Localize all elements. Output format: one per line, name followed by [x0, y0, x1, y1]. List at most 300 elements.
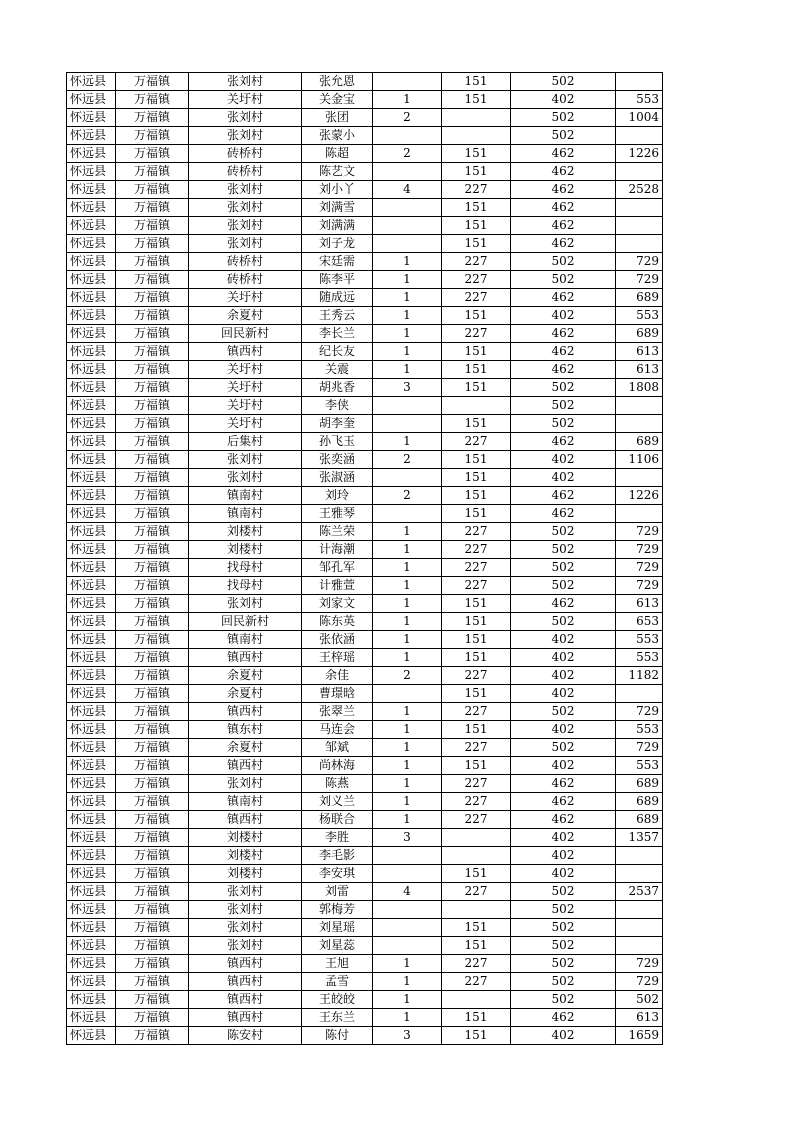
- name-cell: 关金宝: [302, 91, 373, 109]
- amount-b-cell: 502: [511, 559, 616, 577]
- name-cell: 李长兰: [302, 325, 373, 343]
- amount-b-cell: 402: [511, 307, 616, 325]
- amount-b-cell: 502: [511, 253, 616, 271]
- village-cell: 张刘村: [189, 469, 302, 487]
- village-cell: 回民新村: [189, 325, 302, 343]
- table-row: [67, 343, 663, 361]
- count-cell: [373, 505, 442, 523]
- table-row: [67, 559, 663, 577]
- name-cell: 王秀云: [302, 307, 373, 325]
- county-cell: 怀远县: [67, 721, 116, 739]
- amount-a-cell: 151: [442, 361, 511, 379]
- county-cell: 怀远县: [67, 757, 116, 775]
- count-cell: 1: [373, 703, 442, 721]
- count-cell: 1: [373, 343, 442, 361]
- name-cell: 王皎皎: [302, 991, 373, 1009]
- amount-b-cell: 462: [511, 217, 616, 235]
- count-cell: 1: [373, 793, 442, 811]
- table-row: [67, 757, 663, 775]
- amount-b-cell: 502: [511, 379, 616, 397]
- name-cell: 王东兰: [302, 1009, 373, 1027]
- name-cell: 张团: [302, 109, 373, 127]
- amount-a-cell: 151: [442, 505, 511, 523]
- village-cell: 关圩村: [189, 415, 302, 433]
- table-row: [67, 541, 663, 559]
- total-cell: 1659: [616, 1027, 663, 1045]
- county-cell: 怀远县: [67, 361, 116, 379]
- village-cell: 砖桥村: [189, 145, 302, 163]
- village-cell: 镇西村: [189, 649, 302, 667]
- amount-a-cell: 151: [442, 613, 511, 631]
- name-cell: 张奕涵: [302, 451, 373, 469]
- village-cell: 余夏村: [189, 685, 302, 703]
- amount-a-cell: 151: [442, 379, 511, 397]
- town-cell: 万福镇: [116, 901, 189, 919]
- village-cell: 刘楼村: [189, 523, 302, 541]
- table-row: [67, 397, 663, 415]
- name-cell: 纪长友: [302, 343, 373, 361]
- count-cell: [373, 163, 442, 181]
- amount-b-cell: 402: [511, 469, 616, 487]
- table-row: [67, 703, 663, 721]
- amount-b-cell: 402: [511, 451, 616, 469]
- table-row: [67, 415, 663, 433]
- count-cell: 1: [373, 577, 442, 595]
- name-cell: 张允恩: [302, 73, 373, 91]
- count-cell: [373, 235, 442, 253]
- total-cell: [616, 397, 663, 415]
- county-cell: 怀远县: [67, 181, 116, 199]
- table-row: [67, 865, 663, 883]
- amount-a-cell: 227: [442, 811, 511, 829]
- total-cell: [616, 163, 663, 181]
- amount-b-cell: 502: [511, 901, 616, 919]
- name-cell: 随成远: [302, 289, 373, 307]
- amount-b-cell: 462: [511, 163, 616, 181]
- table-row: [67, 1009, 663, 1027]
- amount-b-cell: 502: [511, 523, 616, 541]
- town-cell: 万福镇: [116, 145, 189, 163]
- amount-a-cell: 227: [442, 973, 511, 991]
- name-cell: 刘满雪: [302, 199, 373, 217]
- name-cell: 李侠: [302, 397, 373, 415]
- village-cell: 找母村: [189, 559, 302, 577]
- total-cell: [616, 919, 663, 937]
- total-cell: 689: [616, 793, 663, 811]
- county-cell: 怀远县: [67, 577, 116, 595]
- town-cell: 万福镇: [116, 577, 189, 595]
- total-cell: 729: [616, 739, 663, 757]
- count-cell: 1: [373, 595, 442, 613]
- amount-b-cell: 462: [511, 505, 616, 523]
- table-row: [67, 505, 663, 523]
- amount-b-cell: 502: [511, 883, 616, 901]
- table-row: [67, 739, 663, 757]
- total-cell: 689: [616, 289, 663, 307]
- town-cell: 万福镇: [116, 811, 189, 829]
- amount-b-cell: 462: [511, 595, 616, 613]
- amount-b-cell: 402: [511, 667, 616, 685]
- table-row: [67, 433, 663, 451]
- town-cell: 万福镇: [116, 919, 189, 937]
- village-cell: 关圩村: [189, 379, 302, 397]
- count-cell: [373, 847, 442, 865]
- town-cell: 万福镇: [116, 505, 189, 523]
- count-cell: [373, 865, 442, 883]
- total-cell: 613: [616, 1009, 663, 1027]
- table-row: [67, 649, 663, 667]
- name-cell: 张蒙小: [302, 127, 373, 145]
- count-cell: 1: [373, 757, 442, 775]
- amount-b-cell: 462: [511, 235, 616, 253]
- town-cell: 万福镇: [116, 217, 189, 235]
- county-cell: 怀远县: [67, 541, 116, 559]
- county-cell: 怀远县: [67, 289, 116, 307]
- village-cell: 刘楼村: [189, 541, 302, 559]
- town-cell: 万福镇: [116, 757, 189, 775]
- count-cell: [373, 73, 442, 91]
- table-row: [67, 811, 663, 829]
- amount-a-cell: 227: [442, 271, 511, 289]
- town-cell: 万福镇: [116, 541, 189, 559]
- name-cell: 王雅琴: [302, 505, 373, 523]
- total-cell: 1357: [616, 829, 663, 847]
- village-cell: 张刘村: [189, 937, 302, 955]
- amount-b-cell: 502: [511, 271, 616, 289]
- town-cell: 万福镇: [116, 973, 189, 991]
- total-cell: [616, 199, 663, 217]
- town-cell: 万福镇: [116, 307, 189, 325]
- total-cell: 613: [616, 343, 663, 361]
- village-cell: 镇西村: [189, 955, 302, 973]
- name-cell: 陈超: [302, 145, 373, 163]
- count-cell: 2: [373, 487, 442, 505]
- village-cell: 张刘村: [189, 73, 302, 91]
- table-row: [67, 127, 663, 145]
- town-cell: 万福镇: [116, 847, 189, 865]
- table-row: [67, 253, 663, 271]
- amount-b-cell: 402: [511, 757, 616, 775]
- name-cell: 郭梅芳: [302, 901, 373, 919]
- village-cell: 镇东村: [189, 721, 302, 739]
- amount-b-cell: 402: [511, 829, 616, 847]
- count-cell: 2: [373, 145, 442, 163]
- table-row: [67, 613, 663, 631]
- amount-a-cell: 151: [442, 91, 511, 109]
- town-cell: 万福镇: [116, 613, 189, 631]
- town-cell: 万福镇: [116, 199, 189, 217]
- table-row: [67, 937, 663, 955]
- county-cell: 怀远县: [67, 991, 116, 1009]
- village-cell: 关圩村: [189, 361, 302, 379]
- village-cell: 张刘村: [189, 217, 302, 235]
- town-cell: 万福镇: [116, 73, 189, 91]
- total-cell: 729: [616, 253, 663, 271]
- table-row: [67, 721, 663, 739]
- amount-b-cell: 502: [511, 577, 616, 595]
- county-cell: 怀远县: [67, 505, 116, 523]
- table-row: [67, 325, 663, 343]
- name-cell: 计雅萱: [302, 577, 373, 595]
- total-cell: 1182: [616, 667, 663, 685]
- count-cell: 1: [373, 541, 442, 559]
- amount-b-cell: 502: [511, 919, 616, 937]
- amount-b-cell: 462: [511, 199, 616, 217]
- name-cell: 陈付: [302, 1027, 373, 1045]
- count-cell: 1: [373, 271, 442, 289]
- village-cell: 镇南村: [189, 631, 302, 649]
- town-cell: 万福镇: [116, 379, 189, 397]
- town-cell: 万福镇: [116, 325, 189, 343]
- count-cell: [373, 127, 442, 145]
- amount-a-cell: 227: [442, 667, 511, 685]
- total-cell: 729: [616, 973, 663, 991]
- total-cell: 553: [616, 649, 663, 667]
- amount-b-cell: 402: [511, 91, 616, 109]
- county-cell: 怀远县: [67, 613, 116, 631]
- amount-b-cell: 502: [511, 703, 616, 721]
- table-row: [67, 667, 663, 685]
- total-cell: 502: [616, 991, 663, 1009]
- name-cell: 关震: [302, 361, 373, 379]
- table-row: [67, 469, 663, 487]
- town-cell: 万福镇: [116, 289, 189, 307]
- amount-b-cell: 502: [511, 937, 616, 955]
- amount-a-cell: 151: [442, 865, 511, 883]
- village-cell: 镇西村: [189, 811, 302, 829]
- name-cell: 张翠兰: [302, 703, 373, 721]
- count-cell: [373, 397, 442, 415]
- amount-b-cell: 462: [511, 487, 616, 505]
- town-cell: 万福镇: [116, 721, 189, 739]
- amount-b-cell: 502: [511, 415, 616, 433]
- amount-a-cell: 227: [442, 523, 511, 541]
- count-cell: 1: [373, 991, 442, 1009]
- county-cell: 怀远县: [67, 775, 116, 793]
- county-cell: 怀远县: [67, 739, 116, 757]
- total-cell: 689: [616, 811, 663, 829]
- county-cell: 怀远县: [67, 415, 116, 433]
- total-cell: 1226: [616, 145, 663, 163]
- name-cell: 杨联合: [302, 811, 373, 829]
- table-row: [67, 1027, 663, 1045]
- county-cell: 怀远县: [67, 811, 116, 829]
- town-cell: 万福镇: [116, 865, 189, 883]
- amount-a-cell: 151: [442, 631, 511, 649]
- county-cell: 怀远县: [67, 937, 116, 955]
- village-cell: 张刘村: [189, 199, 302, 217]
- county-cell: 怀远县: [67, 847, 116, 865]
- county-cell: 怀远县: [67, 667, 116, 685]
- county-cell: 怀远县: [67, 433, 116, 451]
- town-cell: 万福镇: [116, 595, 189, 613]
- total-cell: [616, 127, 663, 145]
- amount-a-cell: 151: [442, 199, 511, 217]
- amount-a-cell: 151: [442, 1027, 511, 1045]
- total-cell: 653: [616, 613, 663, 631]
- total-cell: 729: [616, 271, 663, 289]
- count-cell: 2: [373, 109, 442, 127]
- total-cell: 729: [616, 577, 663, 595]
- table-row: [67, 73, 663, 91]
- name-cell: 孙飞玉: [302, 433, 373, 451]
- county-cell: 怀远县: [67, 343, 116, 361]
- name-cell: 尚林海: [302, 757, 373, 775]
- table-row: [67, 631, 663, 649]
- count-cell: 2: [373, 667, 442, 685]
- total-cell: 553: [616, 721, 663, 739]
- amount-b-cell: 462: [511, 811, 616, 829]
- amount-a-cell: 151: [442, 937, 511, 955]
- village-cell: 张刘村: [189, 109, 302, 127]
- amount-a-cell: 227: [442, 325, 511, 343]
- county-cell: 怀远县: [67, 469, 116, 487]
- town-cell: 万福镇: [116, 649, 189, 667]
- amount-a-cell: 151: [442, 235, 511, 253]
- village-cell: 镇南村: [189, 505, 302, 523]
- total-cell: [616, 73, 663, 91]
- village-cell: 张刘村: [189, 451, 302, 469]
- name-cell: 刘小丫: [302, 181, 373, 199]
- town-cell: 万福镇: [116, 739, 189, 757]
- town-cell: 万福镇: [116, 631, 189, 649]
- county-cell: 怀远县: [67, 1009, 116, 1027]
- name-cell: 陈兰荣: [302, 523, 373, 541]
- amount-a-cell: 227: [442, 703, 511, 721]
- table-row: [67, 775, 663, 793]
- name-cell: 邹斌: [302, 739, 373, 757]
- total-cell: [616, 901, 663, 919]
- count-cell: 2: [373, 451, 442, 469]
- county-cell: 怀远县: [67, 559, 116, 577]
- town-cell: 万福镇: [116, 235, 189, 253]
- name-cell: 李毛影: [302, 847, 373, 865]
- count-cell: 1: [373, 811, 442, 829]
- count-cell: 1: [373, 739, 442, 757]
- village-cell: 镇南村: [189, 793, 302, 811]
- village-cell: 镇西村: [189, 343, 302, 361]
- name-cell: 邹孔军: [302, 559, 373, 577]
- village-cell: 张刘村: [189, 775, 302, 793]
- table-row: [67, 451, 663, 469]
- county-cell: 怀远县: [67, 919, 116, 937]
- amount-a-cell: 151: [442, 343, 511, 361]
- town-cell: 万福镇: [116, 397, 189, 415]
- village-cell: 张刘村: [189, 127, 302, 145]
- count-cell: 1: [373, 559, 442, 577]
- name-cell: 王旭: [302, 955, 373, 973]
- count-cell: 1: [373, 289, 442, 307]
- town-cell: 万福镇: [116, 433, 189, 451]
- name-cell: 刘雷: [302, 883, 373, 901]
- county-cell: 怀远县: [67, 199, 116, 217]
- count-cell: 1: [373, 775, 442, 793]
- amount-b-cell: 402: [511, 1027, 616, 1045]
- total-cell: [616, 235, 663, 253]
- table-row: [67, 235, 663, 253]
- amount-a-cell: 151: [442, 469, 511, 487]
- table-row: [67, 793, 663, 811]
- amount-b-cell: 402: [511, 685, 616, 703]
- town-cell: 万福镇: [116, 469, 189, 487]
- town-cell: 万福镇: [116, 1009, 189, 1027]
- total-cell: 689: [616, 325, 663, 343]
- total-cell: [616, 847, 663, 865]
- name-cell: 刘玲: [302, 487, 373, 505]
- count-cell: 1: [373, 433, 442, 451]
- county-cell: 怀远县: [67, 523, 116, 541]
- total-cell: 2528: [616, 181, 663, 199]
- village-cell: 陈安村: [189, 1027, 302, 1045]
- total-cell: [616, 469, 663, 487]
- name-cell: 计海潮: [302, 541, 373, 559]
- table-row: [67, 145, 663, 163]
- total-cell: [616, 865, 663, 883]
- count-cell: 1: [373, 325, 442, 343]
- amount-b-cell: 502: [511, 739, 616, 757]
- county-cell: 怀远县: [67, 235, 116, 253]
- county-cell: 怀远县: [67, 595, 116, 613]
- amount-a-cell: [442, 901, 511, 919]
- total-cell: 1226: [616, 487, 663, 505]
- table-body: [67, 73, 663, 1045]
- village-cell: 张刘村: [189, 919, 302, 937]
- name-cell: 王梓瑶: [302, 649, 373, 667]
- village-cell: 刘楼村: [189, 865, 302, 883]
- table-row: [67, 379, 663, 397]
- table-row: [67, 847, 663, 865]
- table-row: [67, 181, 663, 199]
- total-cell: 1004: [616, 109, 663, 127]
- amount-b-cell: 402: [511, 649, 616, 667]
- village-cell: 镇南村: [189, 487, 302, 505]
- county-cell: 怀远县: [67, 325, 116, 343]
- amount-b-cell: 402: [511, 847, 616, 865]
- county-cell: 怀远县: [67, 109, 116, 127]
- amount-b-cell: 462: [511, 433, 616, 451]
- total-cell: [616, 937, 663, 955]
- town-cell: 万福镇: [116, 181, 189, 199]
- name-cell: 余佳: [302, 667, 373, 685]
- amount-a-cell: 227: [442, 541, 511, 559]
- count-cell: 1: [373, 91, 442, 109]
- amount-a-cell: 227: [442, 739, 511, 757]
- total-cell: 613: [616, 361, 663, 379]
- count-cell: 1: [373, 955, 442, 973]
- village-cell: 关圩村: [189, 289, 302, 307]
- village-cell: 关圩村: [189, 397, 302, 415]
- village-cell: 砖桥村: [189, 253, 302, 271]
- village-cell: 后集村: [189, 433, 302, 451]
- village-cell: 张刘村: [189, 181, 302, 199]
- name-cell: 陈艺文: [302, 163, 373, 181]
- amount-a-cell: 151: [442, 307, 511, 325]
- total-cell: [616, 505, 663, 523]
- amount-a-cell: 151: [442, 451, 511, 469]
- county-cell: 怀远县: [67, 271, 116, 289]
- county-cell: 怀远县: [67, 865, 116, 883]
- amount-b-cell: 462: [511, 793, 616, 811]
- county-cell: 怀远县: [67, 649, 116, 667]
- county-cell: 怀远县: [67, 163, 116, 181]
- amount-b-cell: 502: [511, 955, 616, 973]
- count-cell: [373, 199, 442, 217]
- county-cell: 怀远县: [67, 883, 116, 901]
- table-row: [67, 289, 663, 307]
- count-cell: [373, 415, 442, 433]
- town-cell: 万福镇: [116, 937, 189, 955]
- amount-b-cell: 462: [511, 325, 616, 343]
